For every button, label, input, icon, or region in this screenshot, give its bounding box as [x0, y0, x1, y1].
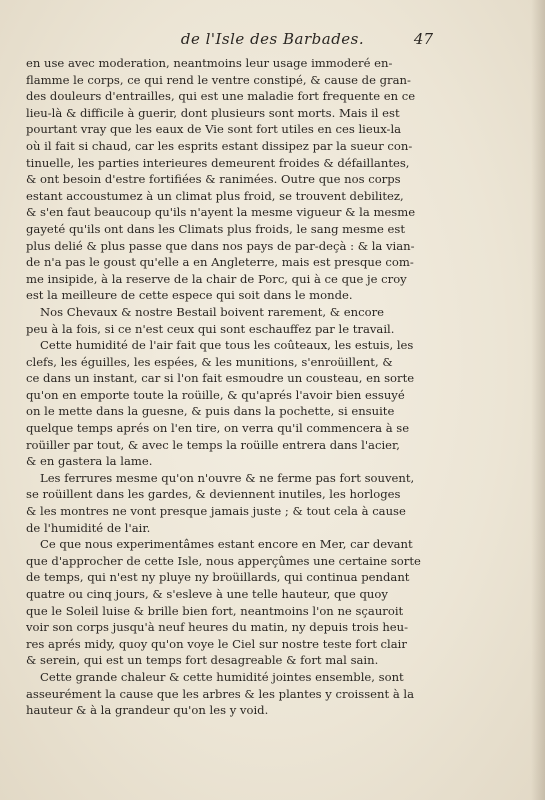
text-line: ce dans un instant, car si l'on fait esmoudre un cousteau, en sorte: [26, 371, 415, 386]
text-line: quelque temps aprés on l'en tire, on verra qu'il commencera à se: [26, 421, 410, 436]
text-line: en use avec moderation, neantmoins leur usage immoderé en-: [26, 56, 393, 70]
text-line: plus delié & plus passe que dans nos pays de par-deçà : & la vian-: [26, 238, 415, 253]
text-line: de temps, qui n'est ny pluye ny broüillards, qui continua pendant: [26, 570, 410, 585]
text-line: Cette humidité de l'air fait que tous les coûteaux, les estuis, les: [40, 338, 414, 353]
text-line: & s'en faut beaucoup qu'ils n'ayent la mesme vigueur & la mesme: [26, 205, 416, 220]
text-line: res aprés midy, quoy qu'on voye le Ciel sur nostre teste fort clair: [26, 636, 407, 651]
text-line: que le Soleil luise & brille bien fort, neantmoins l'on ne sçauroit: [26, 603, 404, 618]
text-line: tinuelle, les parties interieures demeurent froides & défaillantes,: [26, 155, 410, 170]
text-line: & en gastera la lame.: [26, 454, 153, 469]
text-line: se roüillent dans les gardes, & deviennent inutiles, les horloges: [26, 487, 401, 502]
text-line: voir son corps jusqu'à neuf heures du matin, ny depuis trois heu-: [26, 620, 409, 635]
text-line: qu'on en emporte toute la roüille, & qu'aprés l'avoir bien essuyé: [26, 387, 405, 402]
running-title: de l'Isle des Barbades.: [180, 30, 365, 48]
text-line: de l'humidité de l'air.: [26, 520, 151, 535]
text-line: gayeté qu'ils ont dans les Climats plus froids, le sang mesme est: [26, 221, 405, 236]
text-line: de n'a pas le goust qu'elle a en Angleterre, mais est presque com-: [26, 255, 414, 270]
text-line: on le mette dans la guesne, & puis dans la pochette, si ensuite: [26, 404, 395, 419]
text-line: où il fait si chaud, car les esprits estant dissipez par la sueur con-: [26, 138, 413, 153]
text-line: Nos Chevaux & nostre Bestail boivent rarement, & encore: [40, 304, 385, 319]
text-line: pourtant vray que les eaux de Vie sont fort utiles en ces lieux-la: [26, 122, 402, 137]
text-line: & serein, qui est un temps fort desagreable & fort mal sain.: [26, 653, 379, 668]
text-line: & les montres ne vont presque jamais juste ; & tout cela à cause: [26, 504, 406, 519]
text-line: lieu-là & difficile à guerir, dont plusieurs sont morts. Mais il est: [26, 105, 400, 120]
text-line: asseurément la cause que les arbres & les plantes y croissent à la: [26, 686, 415, 701]
text-line: est la meilleure de cette espece qui soit dans le monde.: [26, 288, 353, 303]
page-header: [0, 30, 545, 52]
text-line: hauteur & à la grandeur qu'on les y void.: [26, 703, 269, 718]
text-line: roüiller par tout, & avec le temps la roüille entrera dans l'acier,: [26, 437, 400, 452]
text-line: clefs, les éguilles, les espées, & les munitions, s'enroüillent, &: [26, 354, 393, 369]
text-line: Les ferrures mesme qu'on n'ouvre & ne ferme pas fort souvent,: [40, 470, 415, 485]
text-line: peu à la fois, si ce n'est ceux qui sont eschauffez par le travail.: [26, 321, 395, 336]
text-line: & ont besoin d'estre fortifiées & ranimées. Outre que nos corps: [26, 172, 401, 187]
text-line: flamme le corps, ce qui rend le ventre constipé, & cause de gran-: [26, 72, 411, 87]
page-number: 47: [413, 30, 433, 48]
text-line: Ce que nous experimentâmes estant encore en Mer, car devant: [40, 537, 413, 552]
page-edge-shadow: [531, 0, 545, 800]
text-line: Cette grande chaleur & cette humidité jointes ensemble, sont: [40, 669, 404, 684]
text-line: estant accoustumez à un climat plus froid, se trouvent debilitez,: [26, 188, 404, 203]
text-line: des douleurs d'entrailles, qui est une maladie fort frequente en ce: [26, 89, 416, 104]
text-line: quatre ou cinq jours, & s'esleve à une telle hauteur, que quoy: [26, 587, 388, 601]
page-body-text: [26, 55, 514, 719]
text-line: me insipide, à la reserve de la chair de Porc, qui à ce que je croy: [26, 271, 407, 286]
text-line: que d'approcher de cette Isle, nous apperçûmes une certaine sorte: [26, 553, 421, 568]
